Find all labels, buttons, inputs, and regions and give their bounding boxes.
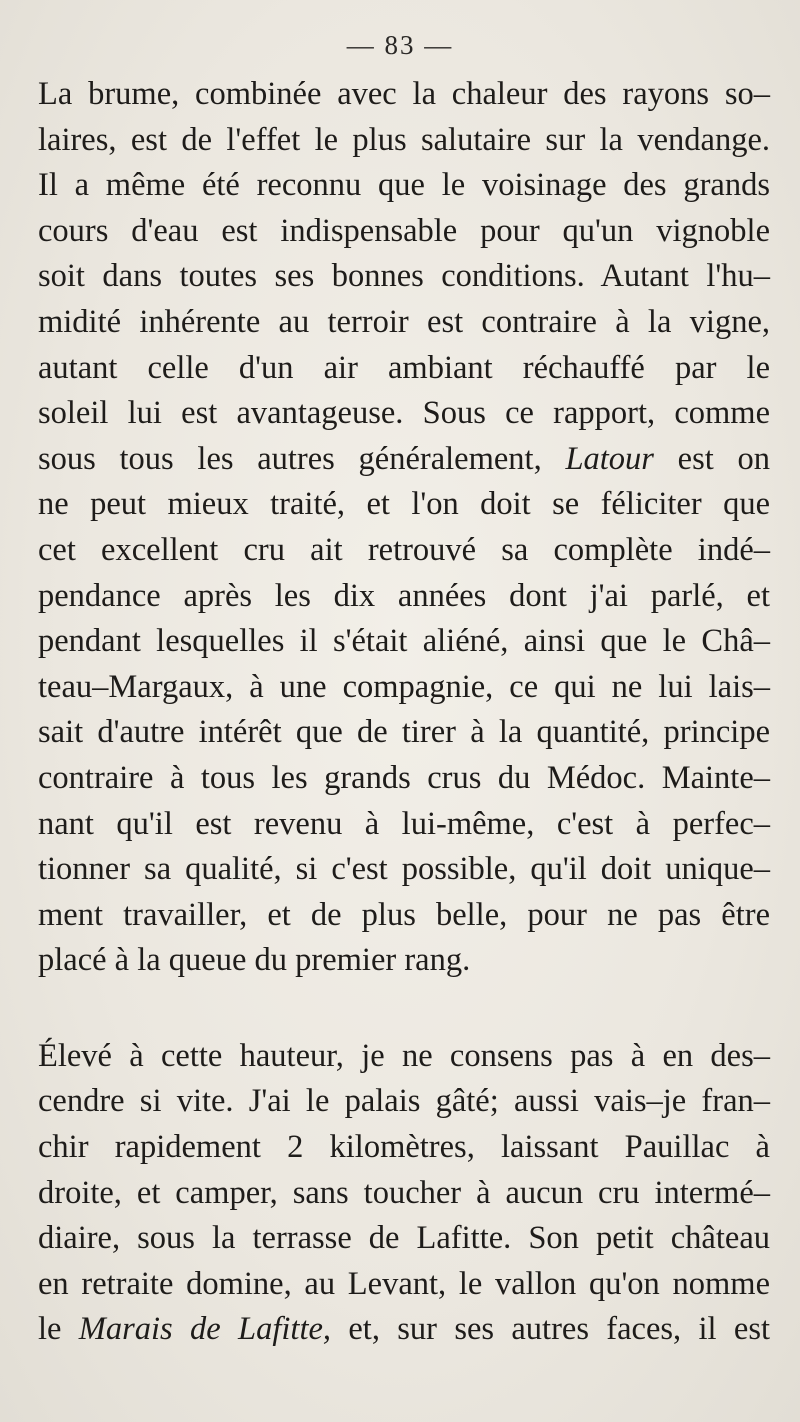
text-line: teau–Margaux, à une compagnie, ce qui ne lui lais–: [38, 668, 770, 705]
text-line: cours d'eau est indispensable pour qu'un vignoble: [38, 212, 770, 249]
paragraph-1: [38, 72, 770, 984]
page-number: — 83 —: [346, 30, 454, 60]
text-line: Élevé à cette hauteur, je ne consens pas à en des–: [38, 1037, 770, 1074]
text-line: contraire à tous les grands crus du Médoc. Mainte–: [38, 759, 770, 796]
text-line: La brume, combinée avec la chaleur des rayons so–: [38, 76, 770, 112]
emphasis-marais-de-lafitte: Marais de Lafitte,: [78, 1311, 332, 1348]
text-line: soleil lui est avantageuse. Sous ce rapport, comme: [38, 395, 770, 432]
text-line: placé à la queue du premier rang.: [38, 942, 471, 979]
emphasis-latour: Latour: [565, 440, 654, 477]
text-run: et, sur ses autres faces, il est: [331, 1311, 770, 1348]
text-line: cendre si vite. J'ai le palais gâté; aussi vais–je fran–: [38, 1083, 770, 1120]
text-line: Il a même été reconnu que le voisinage des grands: [38, 167, 770, 204]
text-line: diaire, sous la terrasse de Lafitte. Son petit château: [38, 1220, 770, 1257]
text-line-with-emphasis: [38, 1307, 770, 1353]
text-line: en retraite domine, au Levant, le vallon qu'on nomme: [38, 1265, 770, 1302]
text-line: tionner sa qualité, si c'est possible, qu'il doit unique–: [38, 851, 770, 888]
text-line: chir rapidement 2 kilomètres, laissant Pauillac à: [38, 1129, 770, 1166]
text-line: nant qu'il est revenu à lui-même, c'est à perfec–: [38, 805, 770, 842]
text-line: ment travailler, et de plus belle, pour ne pas être: [38, 896, 770, 933]
text-line: pendance après les dix années dont j'ai parlé, et: [38, 577, 770, 614]
text-line: droite, et camper, sans toucher à aucun cru intermé–: [38, 1174, 770, 1211]
text-line: ne peut mieux traité, et l'on doit se féliciter que: [38, 486, 770, 523]
text-run: est on: [653, 440, 770, 477]
paragraph-2: [38, 1034, 770, 1353]
text-run: le: [38, 1311, 79, 1348]
text-run: sous tous les autres généralement,: [38, 440, 566, 477]
text-line: soit dans toutes ses bonnes conditions. Autant l'hu–: [38, 258, 770, 295]
body-text: [38, 72, 770, 1353]
text-line: laires, est de l'effet le plus salutaire sur la vendange.: [38, 121, 770, 158]
text-line: pendant lesquelles il s'était aliéné, ainsi que le Châ–: [38, 623, 770, 660]
text-line: cet excellent cru ait retrouvé sa complète indé–: [38, 531, 770, 568]
text-line-with-emphasis: [38, 437, 770, 483]
text-line: midité inhérente au terroir est contraire à la vigne,: [38, 303, 770, 340]
text-line: autant celle d'un air ambiant réchauffé par le: [38, 349, 770, 386]
text-line: sait d'autre intérêt que de tirer à la quantité, principe: [38, 714, 770, 751]
